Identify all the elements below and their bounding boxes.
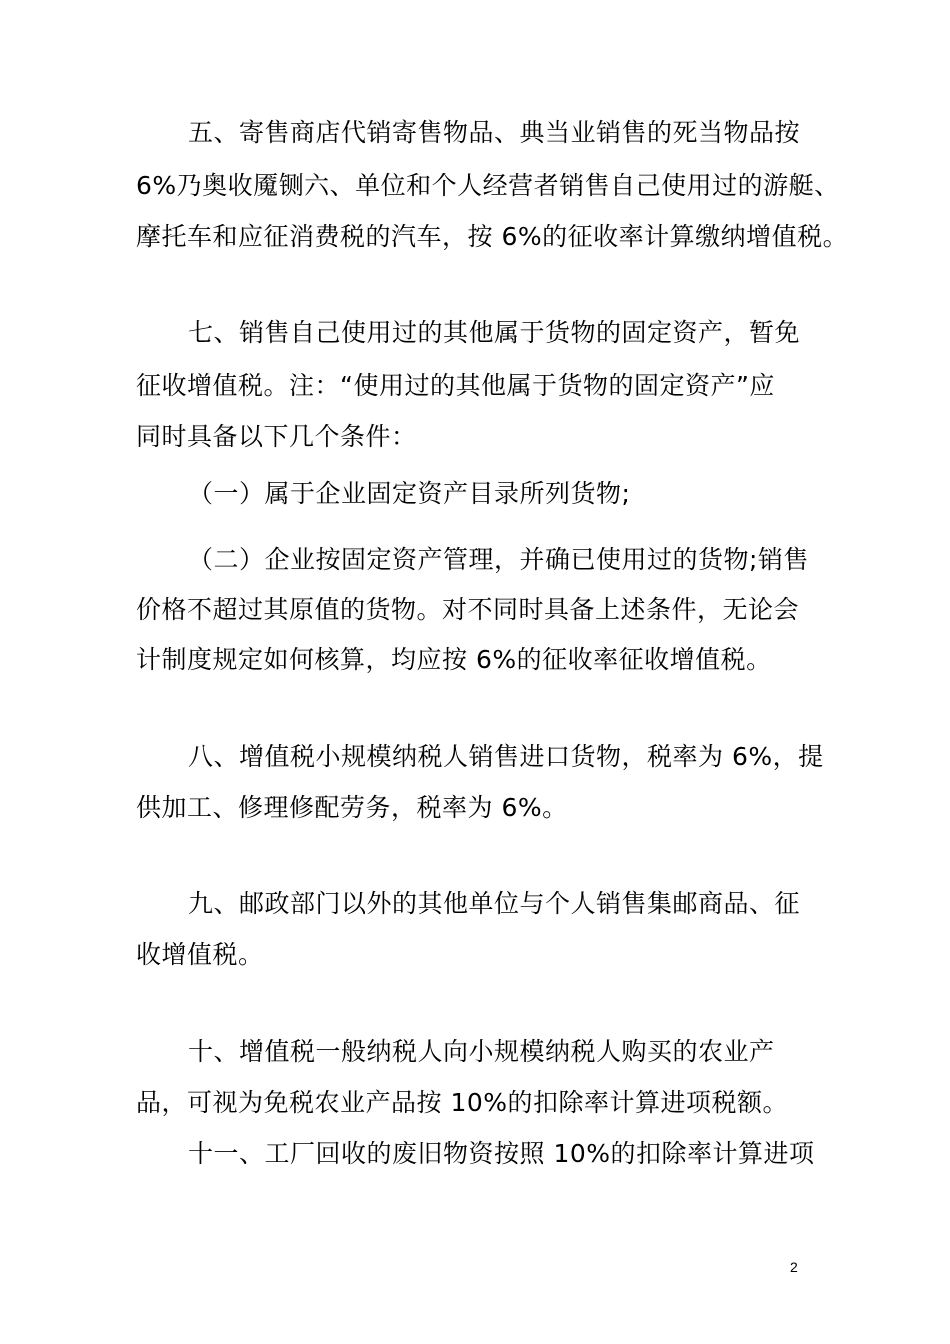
- text-line-2: 6%乃奥收魇铡六、单位和个人经营者销售自己使用过的游艇、: [136, 171, 840, 200]
- text-line-8: （二）企业按固定资产管理，并确已使用过的货物;销售: [188, 545, 809, 574]
- text-line-13: 九、邮政部门以外的其他单位与个人销售集邮商品、征: [188, 889, 801, 918]
- text-line-4: 七、销售自己使用过的其他属于货物的固定资产，暂免: [188, 318, 801, 347]
- page-number: 2: [790, 1259, 798, 1275]
- text-line-14: 收增值税。: [136, 940, 264, 969]
- text-line-15: 十、增值税一般纳税人向小规模纳税人购买的农业产: [188, 1037, 775, 1066]
- text-line-17: 十一、工厂回收的废旧物资按照 10%的扣除率计算进项: [188, 1139, 815, 1168]
- text-line-5: 征收增值税。注：“使用过的其他属于货物的固定资产”应: [136, 371, 775, 400]
- text-line-6: 同时具备以下几个条件：: [136, 422, 417, 451]
- text-line-3: 摩托车和应征消费税的汽车，按 6%的征收率计算缴纳增值税。: [136, 222, 849, 251]
- text-line-10: 计制度规定如何核算，均应按 6%的征收率征收增值税。: [136, 645, 772, 674]
- text-line-7: （一）属于企业固定资产目录所列货物;: [188, 479, 631, 508]
- text-line-1: 五、寄售商店代销寄售物品、典当业销售的死当物品按: [188, 118, 801, 147]
- text-line-16: 品，可视为免税农业产品按 10%的扣除率计算进项税额。: [136, 1088, 789, 1117]
- text-line-11: 八、增值税小规模纳税人销售进口货物，税率为 6%，提: [188, 742, 824, 771]
- text-line-9: 价格不超过其原值的货物。对不同时具备上述条件，无论会: [136, 595, 800, 624]
- text-line-12: 供加工、修理修配劳务，税率为 6%。: [136, 793, 568, 822]
